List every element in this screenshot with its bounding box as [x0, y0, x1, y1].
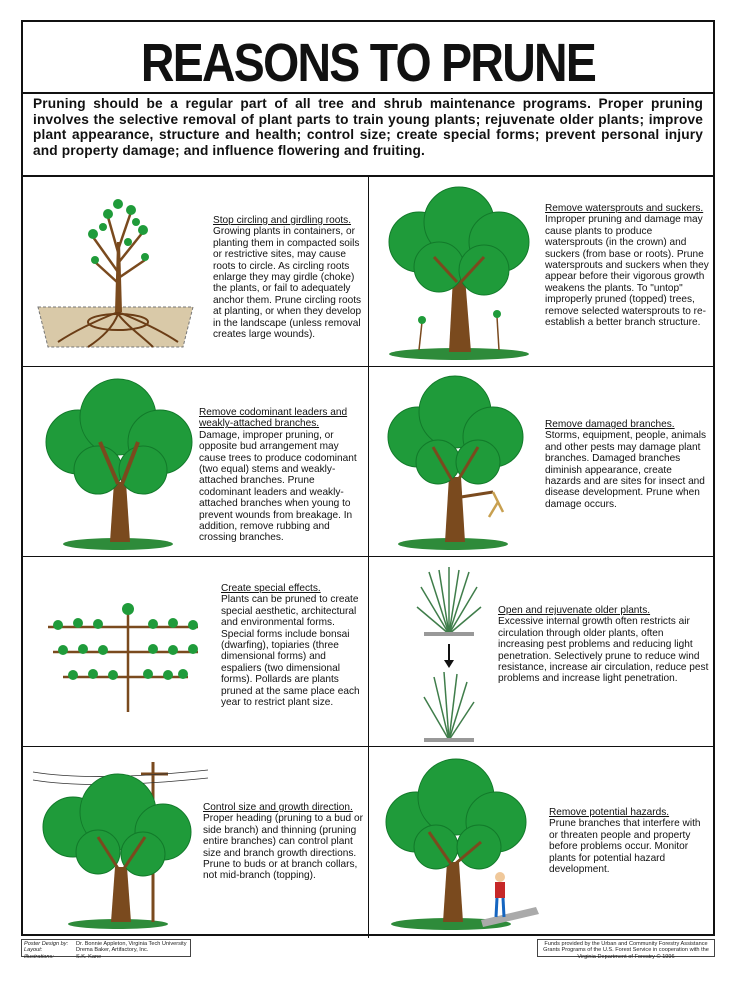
- panel-text: [545, 203, 710, 328]
- credit-row: [24, 954, 188, 960]
- credit-value: Dr. Bonnie Appleton, Virginia Tech University: [76, 941, 187, 947]
- damaged-branch-tree-illustration: [383, 372, 543, 552]
- codominant-tree-illustration: [38, 372, 198, 552]
- utility-line-tree-illustration: [33, 752, 208, 932]
- credit-label: Illustrations:: [24, 953, 54, 960]
- panel-text: [498, 605, 710, 685]
- panel-rejuvenate: [369, 557, 715, 747]
- panel-body: Plants can be pruned to create special aesthetic, architectural and environmental forms. Special forms include bonsai (dwarfing), topiaries (three dimensional forms) and espaliers (two dimensional forms). Pollards are plants pruned at the same place each year to restrict plant size.: [221, 594, 360, 709]
- credit-value: S.K. Kane: [76, 953, 102, 960]
- panel-heading: Remove codominant leaders and weakly-attached branches.: [199, 407, 348, 430]
- panel-body: Excessive internal growth often restricts air circulation through older plants, often increasing pest problems and reducing light penetration. Selectively prune to reduce wind resistance, increase air circulation, reduce pest problems and increase light penetration.: [498, 616, 709, 685]
- panel-body: Storms, equipment, people, animals and other pests may damage plant branches. Damaged branches diminish appearance, create hazards and are sites for insect and disease development. Prune when damage occurs.: [545, 430, 707, 510]
- panel-heading: Create special effects.: [221, 583, 321, 594]
- panel-heading: Control size and growth direction.: [203, 802, 353, 813]
- panel-grid: [23, 177, 713, 938]
- panel-body: Prune branches that interfere with or threaten people and property before problems occur. Monitor plants for potential hazard development.: [549, 818, 701, 876]
- panel-size-control: [23, 747, 369, 938]
- panel-text: [199, 407, 364, 544]
- credits-box: [21, 939, 191, 960]
- panel-text: [545, 419, 710, 510]
- credit-label: Layout:: [24, 947, 43, 954]
- panel-text: [203, 802, 363, 882]
- funding-note: Funds provided by the Urban and Community Forestry Assistance Grants Programs of the U.S. Forest Service in cooperation with the Virginia Department of Forestry © 1996: [537, 939, 715, 957]
- espalier-illustration: [38, 587, 208, 717]
- panel-text: [221, 583, 361, 708]
- watersprout-tree-illustration: [379, 182, 539, 362]
- panel-text: [549, 807, 709, 875]
- credit-value: Drema Baker, Artifactory, Inc.: [76, 947, 149, 954]
- panel-special-effects: [23, 557, 369, 747]
- page-title: REASONS TO PRUNE: [140, 33, 596, 93]
- footer: [21, 938, 715, 960]
- panel-body: Damage, improper pruning, or opposite bud arrangement may cause trees to produce codominant (two equal) stems and weakly-attached branches. Prune codominant leaders and weakly-attached branches when young to prevent wounds from breakage. In addition, remove rubbing and crossing branches.: [199, 429, 357, 544]
- panel-heading: Remove potential hazards.: [549, 807, 670, 818]
- panel-body: Growing plants in containers, or planting them in compacted soils or restrictive sites, may cause roots to circle. As circling roots enlarge they may girdle (choke) the plants, or fail to adequately anchor them. Prune circling roots at planting, or when they develop in the landscape (unless removal creates large wounds).: [213, 226, 362, 341]
- intro-paragraph: Pruning should be a regular part of all tree and shrub maintenance programs. Proper pruning involves the selective removal of plant parts to train young plants; rejuvenate older plants; improve plant appearance, structure and health; control size; create special forms; prevent personal injury and property damage; and influence flowering and fruiting.: [33, 96, 703, 158]
- panel-text: [213, 215, 363, 340]
- panel-damaged-branches: [369, 367, 715, 557]
- panel-body: Improper pruning and damage may cause plants to produce watersprouts (in the crown) and suckers (from base or roots). Prune watersprouts and suckers when they appear before their vigorous growth weakens the plants. To "untop" improperly pruned (topped) trees, remove selected watersprouts to re-establish a better branch structure.: [545, 214, 709, 329]
- panel-heading: Stop circling and girdling roots.: [213, 215, 352, 226]
- panel-body: Proper heading (pruning to a bud or side branch) and thinning (pruning entire branches) can control plant size and branch growth directions. Prune to buds or at branch collars, not mid-branch (topping).: [203, 813, 363, 882]
- hazard-branch-tree-illustration: [381, 752, 541, 932]
- shrub-rejuvenation-illustration: [409, 562, 489, 747]
- panel-heading: Remove watersprouts and suckers.: [545, 203, 704, 214]
- panel-circling-roots: [23, 177, 369, 367]
- panel-watersprouts: [369, 177, 715, 367]
- panel-codominant-leaders: [23, 367, 369, 557]
- panel-hazards: [369, 747, 715, 938]
- poster: [21, 20, 715, 936]
- girdled-roots-tree-illustration: [33, 182, 203, 362]
- title-divider: [23, 92, 713, 94]
- panel-heading: Open and rejuvenate older plants.: [498, 605, 651, 616]
- credit-label: Poster Design by:: [24, 941, 69, 947]
- panel-heading: Remove damaged branches.: [545, 419, 675, 430]
